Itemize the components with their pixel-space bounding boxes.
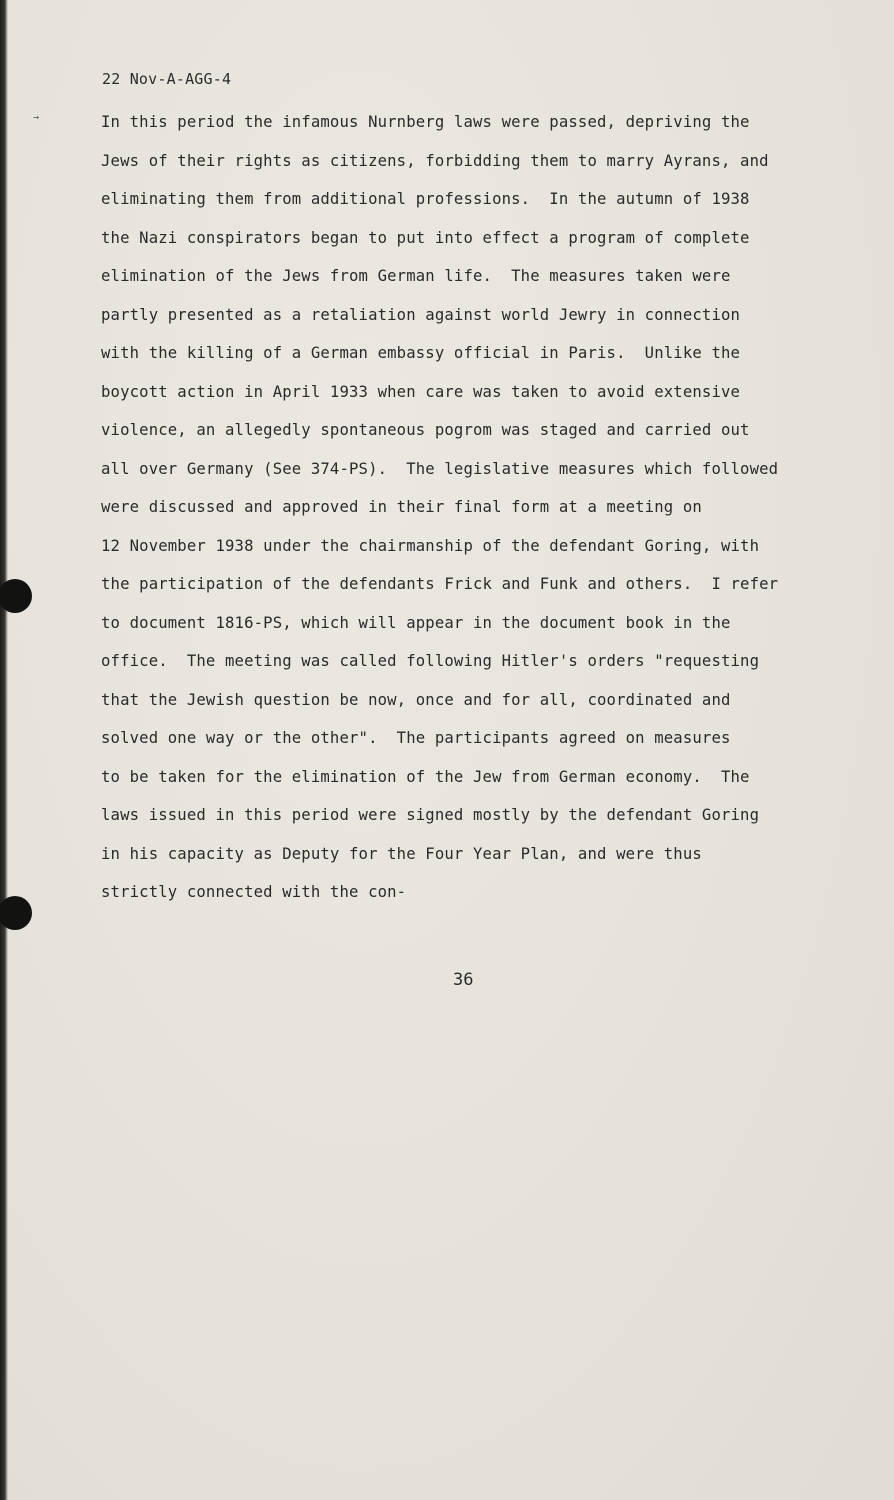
body-text [101,103,801,912]
text-line: boycott action in April 1933 when care was taken to avoid extensive [101,382,741,401]
text-line: laws issued in this period were signed mostly by the defendant Goring [101,806,760,824]
text-line: partly presented as a retaliation against world Jewry in connection [101,305,741,324]
text-line: office. The meeting was called following Hitler's orders "requesting [101,652,760,670]
page-number: 36 [453,970,474,990]
text-line: that the Jewish question be now, once and for all, coordinated and [101,690,731,709]
document-page [5,0,894,1500]
text-line: the Nazi conspirators began to put into effect a program of complete [101,228,750,247]
text-line: solved one way or the other". The participants agreed on measures [101,729,731,747]
text-line: to document 1816-PS, which will appear in the document book in the [101,613,731,632]
text-line: violence, an allegedly spontaneous pogrom was staged and carried out [101,421,750,439]
text-line: all over Germany (See 374-PS). The legislative measures which followed [101,459,779,478]
text-line: elimination of the Jews from German life. The measures taken were [101,267,731,285]
text-line: In this period the infamous Nurnberg laws were passed, depriving the [101,113,750,131]
document-code: 22 Nov-A-AGG-4 [102,70,232,88]
page-edge-shadow [0,0,8,1500]
text-line: with the killing of a German embassy official in Paris. Unlike the [101,344,741,362]
text-line: the participation of the defendants Frick and Funk and others. I refer [101,575,779,593]
text-line: strictly connected with the con- [101,883,407,901]
text-line: were discussed and approved in their final form at a meeting on [101,498,702,516]
text-line: in his capacity as Deputy for the Four Year Plan, and were thus [101,844,702,863]
text-line: 12 November 1938 under the chairmanship of the defendant Goring, with [101,536,760,555]
text-line: eliminating them from additional professions. In the autumn of 1938 [101,190,750,208]
margin-mark: → [33,112,40,123]
text-line: Jews of their rights as citizens, forbidding them to marry Ayrans, and [101,151,769,170]
text-line: to be taken for the elimination of the Jew from German economy. The [101,767,750,786]
